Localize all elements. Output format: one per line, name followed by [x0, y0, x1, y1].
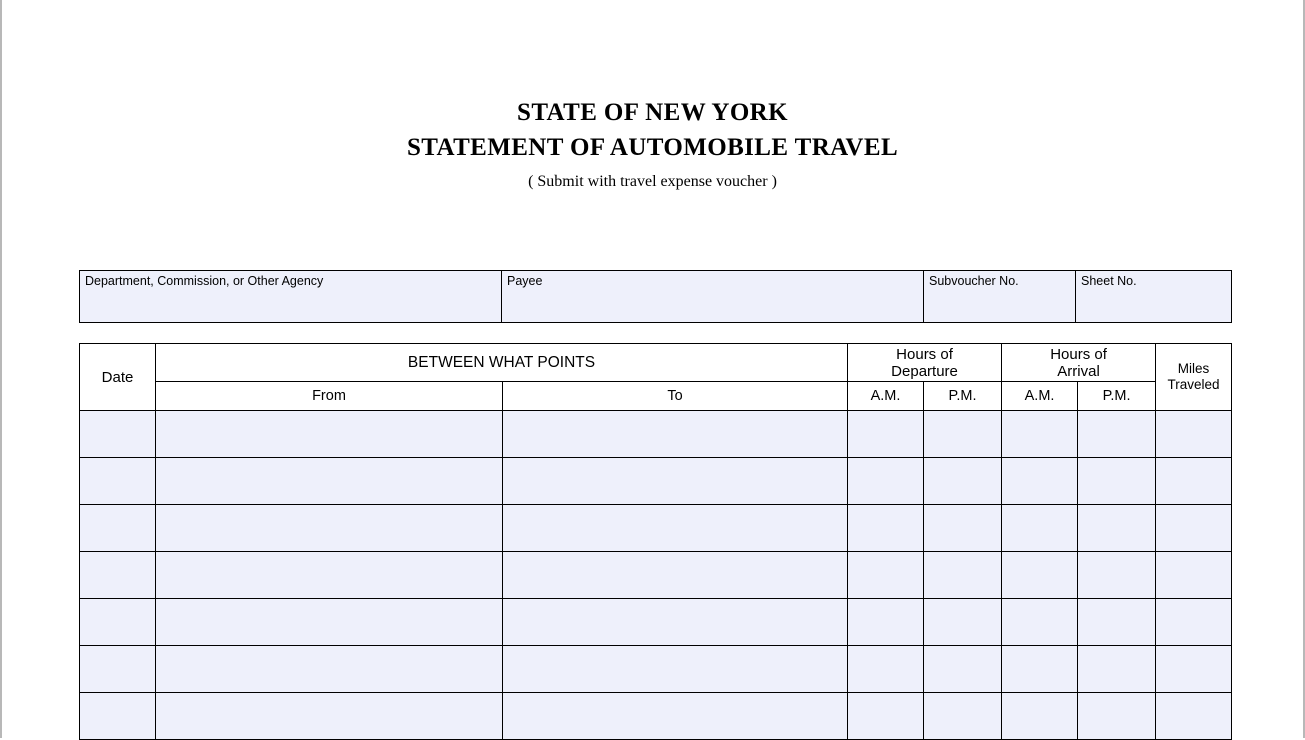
miles-line1: Miles [1177, 361, 1210, 376]
hours-departure-line2: Departure [891, 362, 958, 380]
cell-date[interactable] [80, 552, 156, 599]
cell-from[interactable] [156, 693, 503, 740]
cell-to[interactable] [503, 458, 848, 505]
cell-departure-pm[interactable] [924, 599, 1002, 646]
cell-departure-am[interactable] [848, 552, 924, 599]
cell-departure-am[interactable] [848, 411, 924, 458]
cell-to[interactable] [503, 693, 848, 740]
subvoucher-no-field[interactable] [924, 271, 1076, 323]
cell-departure-am[interactable] [848, 458, 924, 505]
col-header-miles-traveled [1156, 344, 1232, 411]
cell-from[interactable] [156, 505, 503, 552]
cell-date[interactable] [80, 505, 156, 552]
cell-arrival-pm[interactable] [1078, 693, 1156, 740]
header-info-table [79, 270, 1232, 323]
cell-date[interactable] [80, 458, 156, 505]
cell-departure-am[interactable] [848, 505, 924, 552]
cell-miles[interactable] [1156, 411, 1232, 458]
cell-date[interactable] [80, 693, 156, 740]
cell-miles[interactable] [1156, 646, 1232, 693]
hours-departure-line1: Hours of [896, 345, 953, 363]
header-info-row [80, 271, 1232, 323]
table-row [80, 411, 1232, 458]
cell-departure-pm[interactable] [924, 505, 1002, 552]
cell-miles[interactable] [1156, 599, 1232, 646]
page-title: STATE OF NEW YORK [517, 99, 788, 126]
cell-arrival-am[interactable] [1002, 505, 1078, 552]
cell-arrival-pm[interactable] [1078, 505, 1156, 552]
cell-from[interactable] [156, 458, 503, 505]
subvoucher-no-label: Subvoucher No. [929, 274, 1019, 288]
table-row [80, 458, 1232, 505]
table-row [80, 552, 1232, 599]
cell-arrival-am[interactable] [1002, 599, 1078, 646]
cell-arrival-pm[interactable] [1078, 599, 1156, 646]
page-instruction: ( Submit with travel expense voucher ) [528, 173, 777, 190]
table-row [80, 505, 1232, 552]
table-row [80, 646, 1232, 693]
cell-arrival-am[interactable] [1002, 552, 1078, 599]
cell-arrival-am[interactable] [1002, 458, 1078, 505]
cell-arrival-pm[interactable] [1078, 458, 1156, 505]
sheet-no-field[interactable] [1076, 271, 1232, 323]
cell-arrival-am[interactable] [1002, 646, 1078, 693]
grid-header-row-2 [80, 382, 1232, 411]
payee-label: Payee [507, 274, 543, 288]
grid-body [80, 411, 1232, 740]
cell-departure-am[interactable] [848, 646, 924, 693]
cell-from[interactable] [156, 411, 503, 458]
col-header-departure-pm: P.M. [924, 382, 1002, 411]
cell-departure-pm[interactable] [924, 411, 1002, 458]
cell-from[interactable] [156, 646, 503, 693]
document-sheet [2, 0, 1303, 738]
cell-to[interactable] [503, 552, 848, 599]
cell-departure-pm[interactable] [924, 646, 1002, 693]
cell-arrival-am[interactable] [1002, 693, 1078, 740]
cell-date[interactable] [80, 646, 156, 693]
cell-miles[interactable] [1156, 552, 1232, 599]
cell-miles[interactable] [1156, 505, 1232, 552]
hours-arrival-line1: Hours of [1050, 345, 1107, 363]
cell-departure-am[interactable] [848, 599, 924, 646]
cell-to[interactable] [503, 646, 848, 693]
col-header-between-points: BETWEEN WHAT POINTS [156, 344, 848, 382]
cell-to[interactable] [503, 411, 848, 458]
miles-line2: Traveled [1167, 377, 1220, 392]
payee-field[interactable] [502, 271, 924, 323]
cell-departure-pm[interactable] [924, 693, 1002, 740]
col-header-date: Date [80, 344, 156, 411]
cell-departure-pm[interactable] [924, 458, 1002, 505]
table-row [80, 599, 1232, 646]
col-header-hours-arrival [1002, 344, 1156, 382]
cell-arrival-pm[interactable] [1078, 646, 1156, 693]
agency-field[interactable] [80, 271, 502, 323]
cell-miles[interactable] [1156, 458, 1232, 505]
document-title-block [2, 0, 1303, 197]
cell-to[interactable] [503, 505, 848, 552]
cell-date[interactable] [80, 599, 156, 646]
table-row [80, 693, 1232, 740]
cell-arrival-pm[interactable] [1078, 411, 1156, 458]
col-header-hours-departure [848, 344, 1002, 382]
cell-arrival-am[interactable] [1002, 411, 1078, 458]
agency-label: Department, Commission, or Other Agency [85, 274, 324, 288]
cell-arrival-pm[interactable] [1078, 552, 1156, 599]
cell-departure-pm[interactable] [924, 552, 1002, 599]
col-header-arrival-pm: P.M. [1078, 382, 1156, 411]
hours-arrival-line2: Arrival [1057, 362, 1100, 380]
col-header-to: To [503, 382, 848, 411]
col-header-from: From [156, 382, 503, 411]
col-header-arrival-am: A.M. [1002, 382, 1078, 411]
cell-departure-am[interactable] [848, 693, 924, 740]
travel-grid-table [79, 343, 1232, 740]
cell-from[interactable] [156, 599, 503, 646]
grid-header-row-1 [80, 344, 1232, 382]
sheet-no-label: Sheet No. [1081, 274, 1137, 288]
col-header-departure-am: A.M. [848, 382, 924, 411]
cell-to[interactable] [503, 599, 848, 646]
cell-date[interactable] [80, 411, 156, 458]
page-subtitle-heading: STATEMENT OF AUTOMOBILE TRAVEL [406, 134, 899, 161]
cell-miles[interactable] [1156, 693, 1232, 740]
cell-from[interactable] [156, 552, 503, 599]
